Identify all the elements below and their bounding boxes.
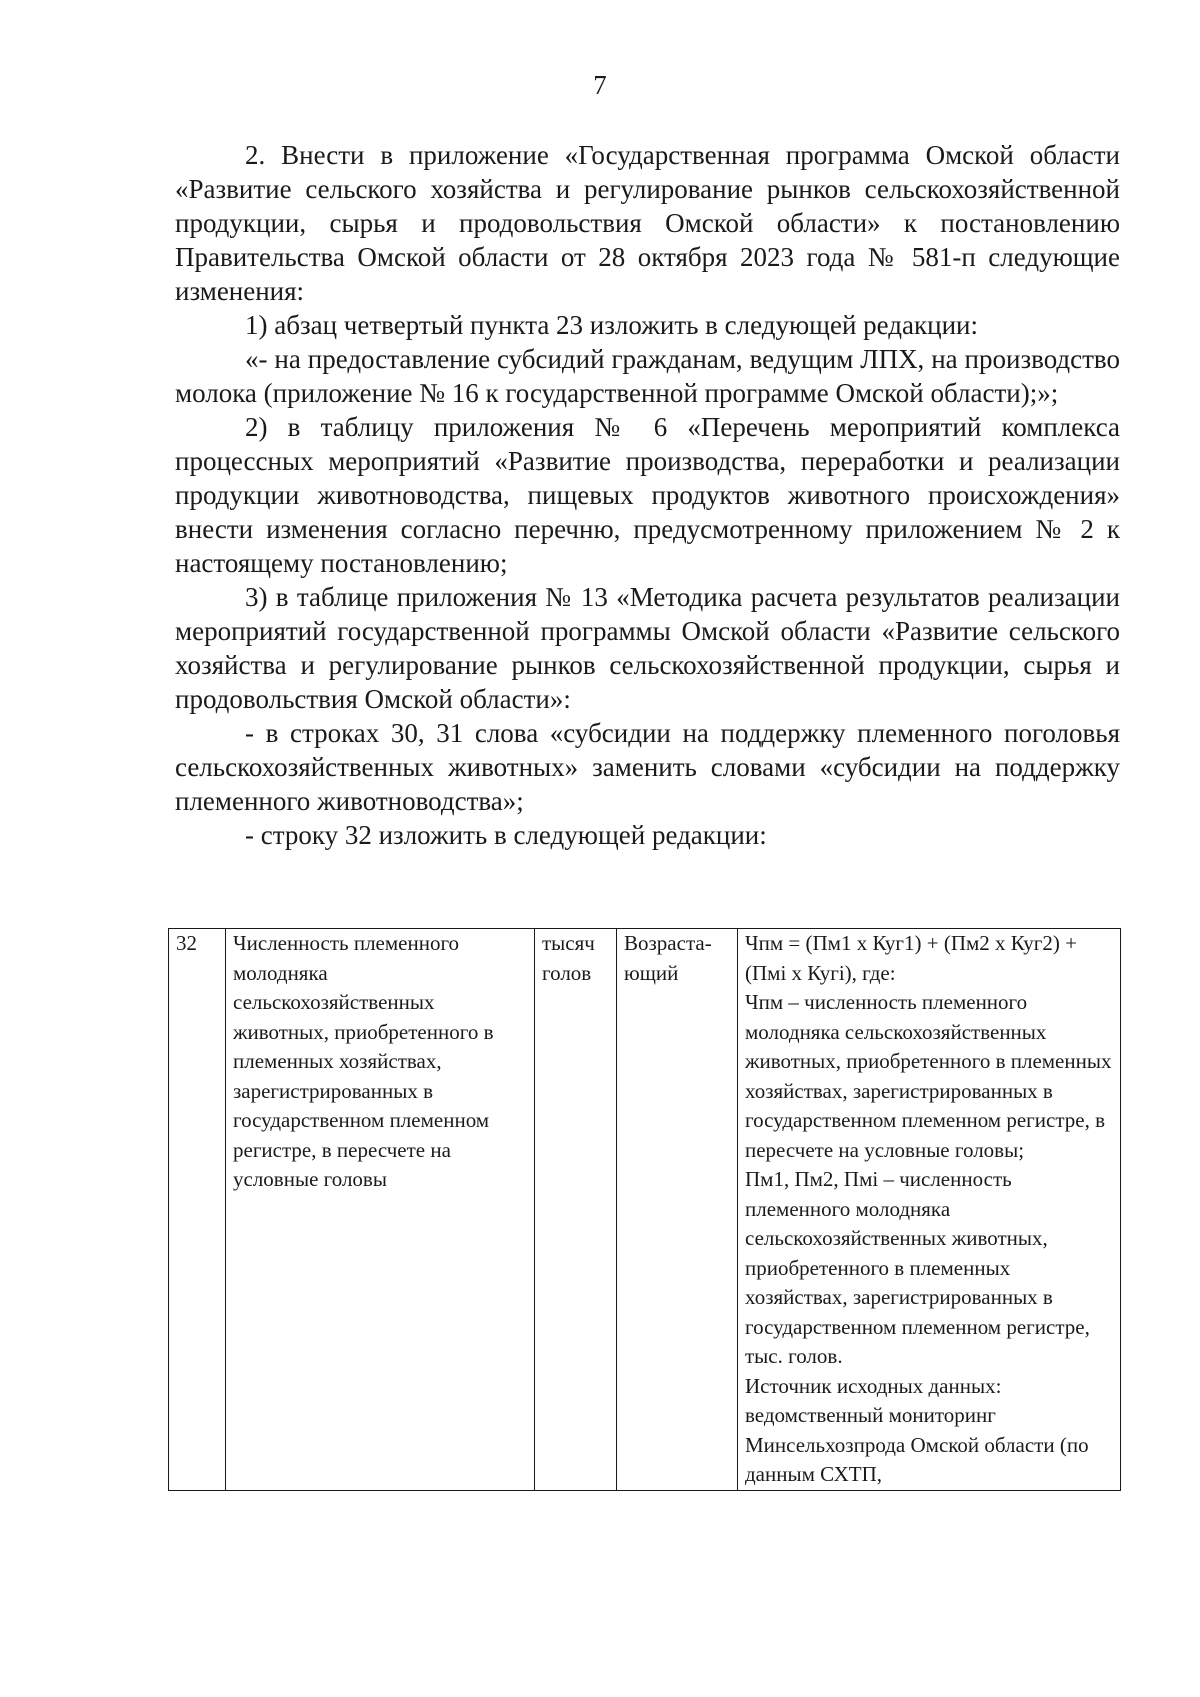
paragraph-item-3-row-32: - строку 32 изложить в следующей редакции: (245, 820, 767, 850)
paragraph-item-1-text: «- на предоставление субсидий гражданам, ведущим ЛПХ, на производство молока (приложение № 16 к государственной программе Омской области);»; (175, 344, 1120, 408)
paragraph-amendment-intro: 2. Внести в приложение «Государственная программа Омской области «Развитие сельского хозяйства и регулирование рынков сельскохозяйственной продукции, сырья и продовольствия Омской области» к постановлению Правительства Омской области от 28 октября 2023 года № 581-п следующие изменения: (175, 140, 1120, 306)
paragraph-item-3: 3) в таблице приложения № 13 «Методика расчета результатов реализации мероприятий государственной программы Омской области «Развитие сельского хозяйства и регулирование рынков сельскохозяйственной продукции, сырья и продовольствия Омской области»: (175, 582, 1120, 714)
indicator-cell: Численность племенного молодняка сельскохозяйственных животных, приобретенного в племенных хозяйствах, зарегистрированных в государственном племенном регистре, в пересчете на условные головы (226, 929, 535, 1491)
paragraph-item-2: 2) в таблицу приложения № 6 «Перечень мероприятий комплекса процессных мероприятий «Развитие производства, переработки и реализации продукции животноводства, пищевых продуктов животного происхождения» внести изменения согласно перечню, предусмотренному приложением № 2 к настоящему постановлению; (175, 412, 1120, 578)
paragraph-item-3-rows-30-31: - в строках 30, 31 слова «субсидии на поддержку племенного поголовья сельскохозяйственных животных» заменить словами «субсидии на поддержку племенного животноводства»; (175, 718, 1120, 816)
page-number: 7 (593, 70, 607, 100)
formula-data-source: Источник исходных данных: ведомственный мониторинг Минсельхозпрода Омской области (по данным СХТП, (745, 1373, 1089, 1486)
formula-line: Чпм = (Пм1 х Куг1) + (Пм2 х Куг2) + (Пмi х Кугi), где: (745, 931, 1077, 985)
row-number-cell: 32 (169, 929, 226, 1491)
methodology-table (168, 928, 1121, 1491)
formula-definition-chpm: Чпм – численность племенного молодняка сельскохозяйственных животных, приобретенного в племенных хозяйствах, зарегистрированных в государственном племенном регистре, в пересчете на условные головы; (745, 990, 1112, 1162)
formula-definition-pm: Пм1, Пм2, Пмi – численность племенного молодняка сельскохозяйственных животных, приобретенного в племенных хозяйствах, зарегистрированных в государственном племенном регистре, тыс. голов. (745, 1167, 1090, 1368)
paragraph-item-1: 1) абзац четвертый пункта 23 изложить в следующей редакции: (245, 310, 978, 340)
formula-cell (738, 929, 1121, 1491)
document-body (175, 138, 1120, 852)
table-row (169, 929, 1121, 1491)
unit-cell: тысяч голов (535, 929, 617, 1491)
trend-cell: Возраста-ющий (617, 929, 738, 1491)
